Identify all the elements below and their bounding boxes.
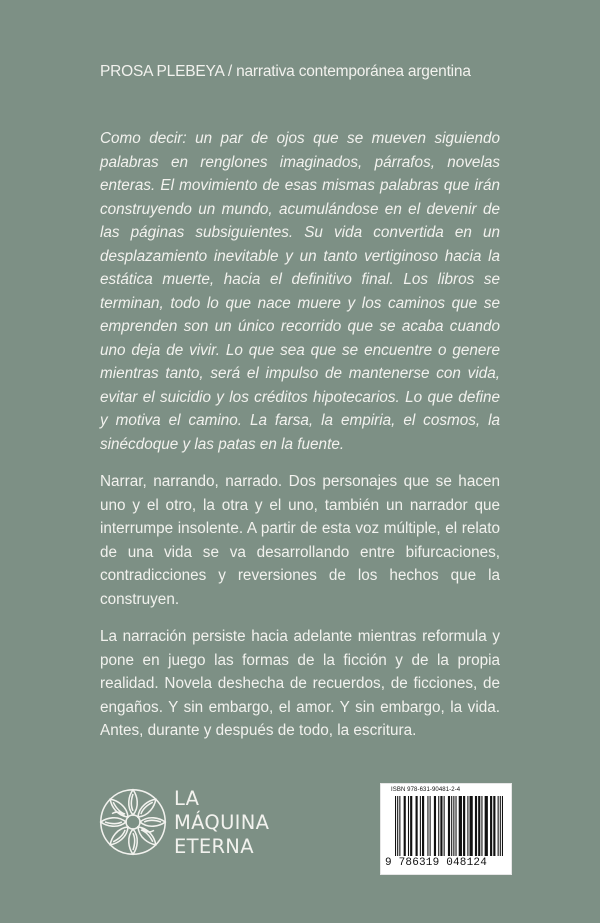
barcode-bar: [416, 796, 418, 856]
barcode-bar: [451, 796, 452, 856]
publisher-name-line-2: MÁQUINA: [174, 811, 270, 834]
barcode-bar: [430, 796, 431, 856]
barcode-bar: [427, 796, 428, 856]
barcode-bar: [490, 796, 492, 856]
barcode-bar: [444, 796, 445, 856]
barcode-bar: [422, 796, 424, 856]
barcode-bar: [455, 796, 456, 856]
publisher-name-line-3: ETERNA: [174, 835, 254, 858]
barcode-bar: [404, 796, 406, 856]
barcode-bar: [440, 796, 442, 856]
barcode-bar: [467, 796, 468, 856]
barcode-bar: [399, 796, 400, 856]
blurb-paragraph-1: Como decir: un par de ojos que se mueven siguiendo palabras en renglones imaginados, párrafos, novelas enteras. El movimiento de esas mismas palabras que irán construyendo un mundo, acumulándose en el devenir de las páginas subsiguientes. Su vida convertida en un desplazamiento inevitable y un tanto vertiginoso hacia la estática muerte, hacia el definitivo final. Los libros se terminan, todo lo que nace muere y los caminos que se emprenden son un único recorrido que se acaba cuando uno deja de vivir. Lo que sea que se encuentre o genere mientras tanto, será el impulso de mantenerse con vida, evitar el suicidio y los créditos hipotecarios. Lo que define y motiva el camino. La farsa, la empiria, el cosmos, la sinécdoque y las patas en la fuente.: [100, 130, 500, 453]
isbn-label: ISBN 978-631-90481-2-4: [391, 787, 461, 793]
publisher-name: [174, 787, 269, 859]
barcode-bar: [498, 796, 499, 856]
barcode-icon: [395, 796, 503, 856]
blurb-paragraph-3: La narración persiste hacia adelante mientras reformula y pone en juego las formas de la ficción y de la propia realidad. Novela deshecha de recuerdos, de ficciones, de engaños. Y sin embargo, el amor. Y sin embargo, la vida. Antes, durante y después de todo, la escritura.: [100, 628, 500, 739]
barcode-bar: [410, 796, 412, 856]
mandala-logo-icon: [98, 787, 168, 857]
barcode-bar: [448, 796, 450, 856]
series-subtitle: narrativa contemporánea argentina: [236, 63, 471, 80]
barcode-bar: [397, 796, 398, 856]
barcode-bar: [485, 796, 488, 856]
barcode-bar: [438, 796, 439, 856]
barcode-bar: [420, 796, 421, 856]
series-separator: /: [223, 63, 237, 80]
barcode-bar: [459, 796, 462, 856]
blurb-paragraph-2: Narrar, narrando, narrado. Dos personajes que se hacen uno y el otro, la otra y el uno, también un narrador que interrumpe insolente. A partir de esta voz múltiple, el relato de una vida se va desarrollando entre bifurcaciones, contradicciones y reversiones de los hechos que la construyen.: [100, 473, 500, 608]
barcode-bar: [463, 796, 465, 856]
barcode-bar: [500, 796, 501, 856]
barcode-bar: [395, 796, 396, 856]
barcode-bar: [478, 796, 480, 856]
ean-digits: 9 786319 048124: [385, 857, 488, 869]
barcode-bar: [502, 796, 503, 856]
barcode-bar: [493, 796, 495, 856]
barcode-bar: [470, 796, 473, 856]
publisher-logo: [98, 783, 298, 873]
publisher-name-line-1: LA: [174, 787, 200, 810]
barcode-bar: [434, 796, 436, 856]
isbn-barcode: [380, 783, 512, 875]
barcode-bar: [453, 796, 454, 856]
back-cover-blurb: [100, 127, 500, 757]
barcode-bar: [408, 796, 409, 856]
barcode-bar: [475, 796, 477, 856]
series-name: PROSA PLEBEYA: [100, 63, 224, 80]
barcode-bar: [481, 796, 482, 856]
series-heading: [100, 63, 520, 81]
